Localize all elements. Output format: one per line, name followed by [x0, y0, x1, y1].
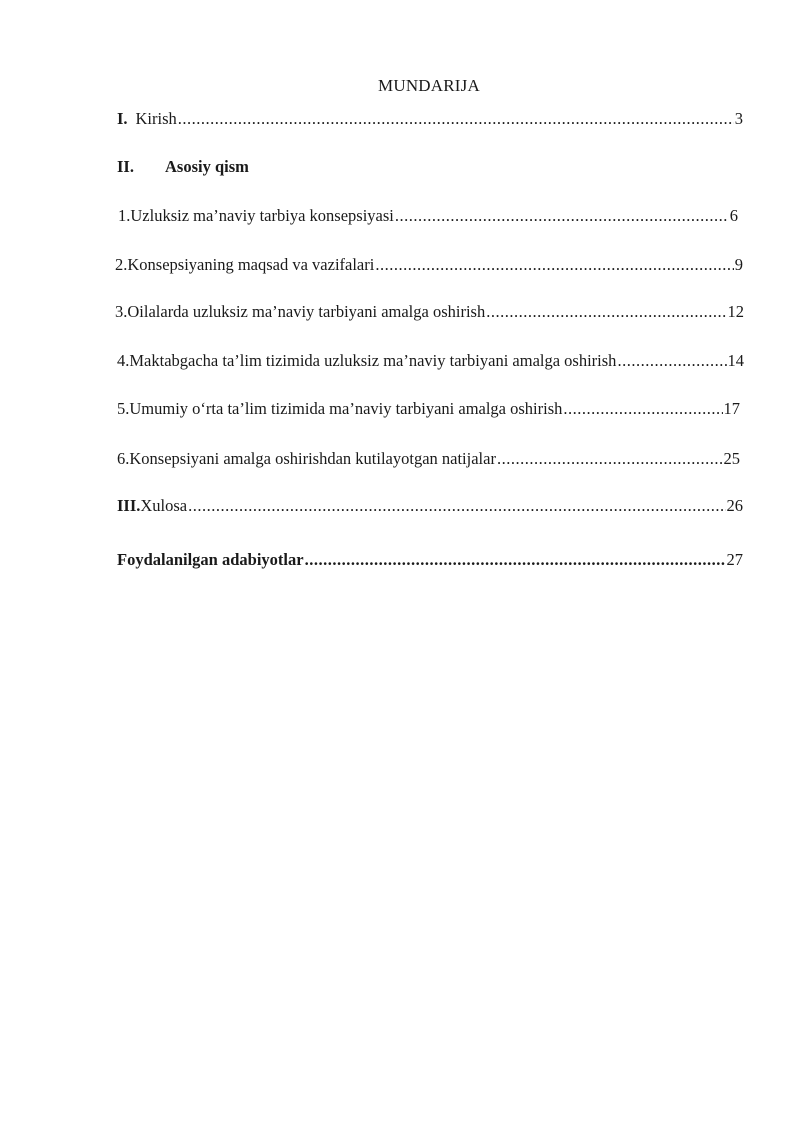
toc-entry-asosiy-qism: [117, 157, 249, 177]
toc-entry-label: Xulosa: [140, 496, 188, 515]
toc-entry-number: I.: [117, 109, 128, 128]
toc-entry-page: 14: [727, 351, 744, 370]
toc-entry-4: [117, 351, 744, 371]
toc-title: MUNDARIJA: [378, 76, 480, 95]
toc-entry-number: 1.: [118, 206, 131, 225]
toc-entry-number: 4.: [117, 351, 130, 370]
toc-entry-page: 6: [729, 206, 738, 225]
toc-entry-page: 3: [734, 109, 743, 128]
toc-entry-number: II.: [117, 157, 134, 176]
toc-entry-page: 12: [727, 302, 744, 321]
toc-entry-label: Foydalanilgan adabiyotlar: [117, 550, 304, 569]
toc-entry-page: 9: [734, 255, 743, 274]
toc-entry-page: 27: [726, 550, 743, 569]
toc-entry-number: 3.: [115, 302, 128, 321]
toc-entry-6: [117, 449, 740, 469]
dot-leader: [305, 550, 726, 570]
toc-entry-number: 6.: [117, 449, 130, 468]
toc-entry-page: 25: [723, 449, 740, 468]
dot-leader: [563, 399, 722, 419]
toc-entry-kirish: [117, 109, 743, 129]
toc-entry-1: [118, 206, 738, 226]
toc-entry-page: 26: [726, 496, 743, 515]
toc-entry-number: 5.: [117, 399, 130, 418]
toc-entry-label: Umumiy o‘rta ta’lim tizimida ma’naviy tarbiyani amalga oshirish: [129, 399, 563, 418]
toc-entry-xulosa: [117, 496, 743, 516]
dot-leader: [375, 255, 733, 275]
dot-leader: [178, 109, 734, 129]
toc-entry-label: Uzluksiz ma’naviy tarbiya konsepsiyasi: [130, 206, 394, 225]
dot-leader: [617, 351, 726, 371]
toc-entry-adabiyotlar: [117, 550, 743, 570]
toc-entry-label: Konsepsiyaning maqsad va vazifalari: [127, 255, 375, 274]
toc-entry-page: 17: [723, 399, 740, 418]
dot-leader: [395, 206, 729, 226]
toc-entry-3: [115, 302, 744, 322]
toc-entry-label: Asosiy qism: [165, 157, 249, 176]
toc-entry-label: Maktabgacha ta’lim tizimida uzluksiz ma’naviy tarbiyani amalga oshirish: [129, 351, 617, 370]
dot-leader: [188, 496, 725, 516]
toc-entry-5: [117, 399, 740, 419]
toc-entry-label: Oilalarda uzluksiz ma’naviy tarbiyani amalga oshirish: [127, 302, 486, 321]
toc-entry-label: Kirish: [135, 109, 177, 128]
toc-entry-2: [115, 255, 743, 275]
dot-leader: [497, 449, 723, 469]
toc-entry-label: Konsepsiyani amalga oshirishdan kutilayotgan natijalar: [129, 449, 496, 468]
toc-entry-number: III.: [117, 496, 141, 515]
toc-entry-number: 2.: [115, 255, 128, 274]
dot-leader: [486, 302, 726, 322]
